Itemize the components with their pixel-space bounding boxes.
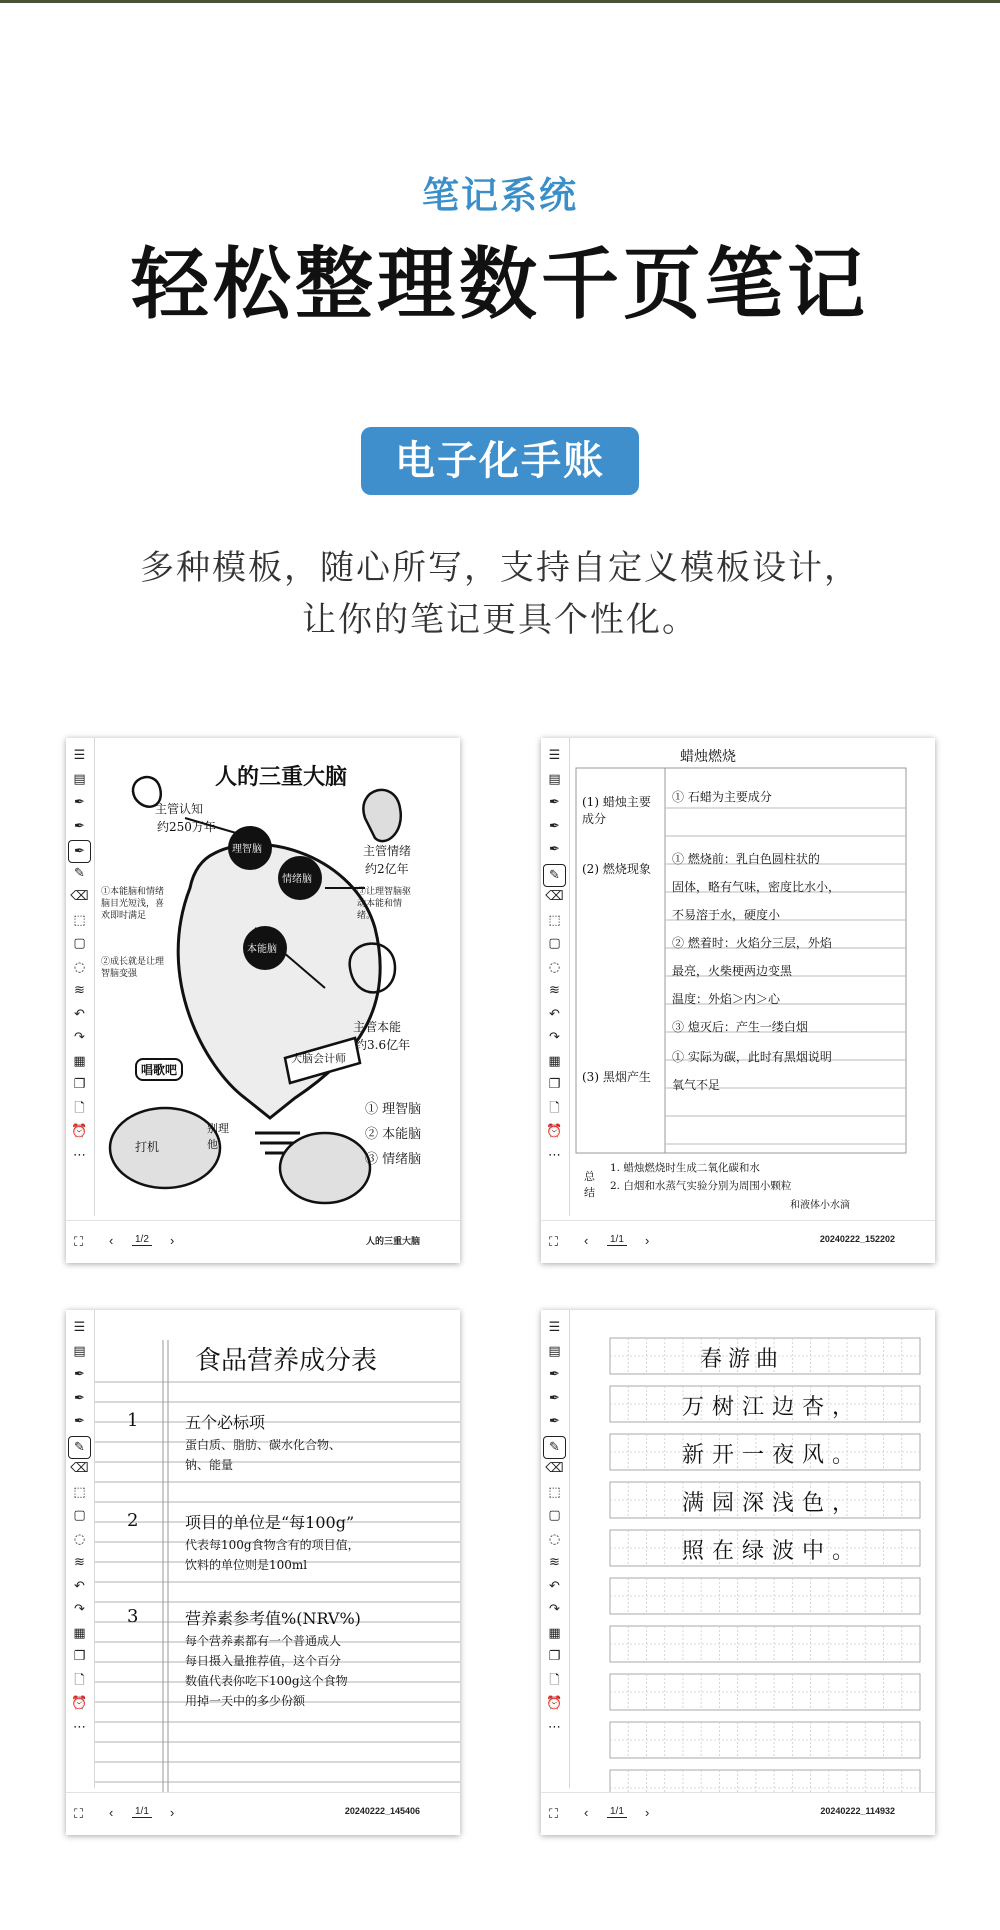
copy-icon[interactable]: ❐: [548, 1077, 561, 1092]
item-line: 代表每100g食物含有的项目值，: [185, 1538, 360, 1552]
list-icon[interactable]: ☰: [548, 1320, 561, 1335]
pen-icon[interactable]: ✒: [74, 818, 85, 834]
note-label: 约250万年: [157, 820, 216, 834]
note-filename: 人的三重大脑: [365, 1236, 420, 1246]
pen-icon[interactable]: ✒: [549, 795, 560, 810]
alarm-icon[interactable]: ⏰: [546, 1696, 563, 1711]
next-page-icon[interactable]: ›: [645, 1233, 650, 1248]
item-line: 饮料的单位则是100ml: [185, 1558, 308, 1572]
expand-icon[interactable]: ⛶: [549, 1234, 559, 1249]
headline: 轻松整理数千页笔记: [130, 240, 869, 330]
eraser-icon[interactable]: ⌫: [70, 1461, 89, 1476]
row-line: 温度：外焰＞内＞心: [672, 992, 781, 1006]
note-card-brain[interactable]: [66, 738, 460, 1263]
pen-icon[interactable]: ✒: [549, 1414, 560, 1429]
more-icon[interactable]: ⋯: [548, 1719, 561, 1735]
row-line: ① 燃烧前：乳白色圆柱状的: [672, 852, 820, 866]
row-line: 最亮，火柴梗两边变黑: [672, 964, 793, 978]
prev-page-icon[interactable]: ‹: [584, 1233, 589, 1248]
note-label: 约2亿年: [365, 862, 409, 876]
poem-line: 万树江边杏，: [682, 1395, 863, 1420]
note-label: 主管认知: [155, 802, 204, 816]
row-line: ② 燃着时：火焰分三层，外焰: [672, 936, 832, 950]
description-line: 多种模板，随心所写，支持自定义模板设计，: [140, 548, 860, 588]
doc-icon[interactable]: 🗋: [74, 1100, 85, 1116]
expand-icon[interactable]: ⛶: [74, 1806, 84, 1821]
page-indicator[interactable]: 1/1: [132, 1806, 152, 1818]
prev-page-icon[interactable]: ‹: [584, 1805, 589, 1820]
summary-line: 和液体小水滴: [790, 1200, 850, 1211]
more-icon[interactable]: ⋯: [73, 1147, 86, 1163]
item-line: 用掉一天中的多少份额: [185, 1694, 306, 1708]
poem-line: 满园深浅色，: [682, 1491, 863, 1516]
note-title: 蜡烛燃烧: [680, 749, 736, 765]
row-line: ③ 熄灭后：产生一缕白烟: [672, 1020, 808, 1034]
note-label: 情绪脑: [282, 874, 312, 885]
note-label: 大脑会计师: [291, 1052, 346, 1065]
poem-line: 春游曲: [700, 1347, 785, 1372]
note-toolbar: [66, 738, 95, 1216]
doc-icon[interactable]: 🗋: [549, 1672, 560, 1688]
select-icon[interactable]: ⬚: [73, 1484, 86, 1500]
copy-icon[interactable]: ❐: [73, 1649, 86, 1664]
undo-icon[interactable]: ↶: [74, 1578, 85, 1594]
row-head: (3) 黑烟产生: [582, 1070, 651, 1084]
note-canvas[interactable]: [95, 1310, 460, 1793]
note-label: 唱歌吧: [135, 1058, 183, 1081]
pen-icon[interactable]: ✒: [74, 1390, 85, 1406]
redo-icon[interactable]: ↷: [74, 1602, 85, 1617]
select-icon[interactable]: ⬚: [548, 1484, 561, 1500]
note-label: ①本能脑和情绪脑目光短浅，喜欢即时满足: [101, 887, 165, 921]
pencil-icon[interactable]: ✎: [68, 1436, 91, 1459]
redo-icon[interactable]: ↷: [549, 1602, 560, 1617]
pen-icon[interactable]: ✒: [74, 795, 85, 810]
page-indicator[interactable]: 1/1: [607, 1806, 627, 1818]
lasso-icon[interactable]: ◌: [548, 1531, 561, 1547]
select-icon[interactable]: ⬚: [73, 912, 86, 928]
note-card-nutrition[interactable]: [66, 1310, 460, 1835]
section-title: 笔记系统: [422, 174, 578, 217]
note-filename: 20240222_145406: [344, 1806, 420, 1816]
select-icon[interactable]: ⬚: [548, 912, 561, 928]
notes-icon[interactable]: ▤: [73, 1343, 86, 1359]
description: [0, 542, 1000, 646]
shape-icon[interactable]: ▢: [548, 936, 561, 951]
shape-icon[interactable]: ▢: [548, 1508, 561, 1523]
pencil-icon[interactable]: ✎: [74, 865, 85, 881]
redo-icon[interactable]: ↷: [549, 1030, 560, 1045]
lasso-icon[interactable]: ◌: [73, 1531, 86, 1547]
copy-icon[interactable]: ❐: [73, 1077, 86, 1092]
shape-icon[interactable]: ▢: [73, 1508, 86, 1523]
note-label: 约3.6亿年: [355, 1038, 411, 1052]
pen-icon[interactable]: ✒: [549, 842, 560, 857]
page-indicator[interactable]: 1/2: [132, 1234, 152, 1246]
list-icon[interactable]: ☰: [73, 748, 86, 763]
pencil-icon[interactable]: ✎: [543, 1436, 566, 1459]
pen-icon[interactable]: ✒: [74, 1367, 85, 1382]
shape-icon[interactable]: ▢: [73, 936, 86, 951]
pencil-icon[interactable]: ✎: [543, 864, 566, 887]
layer-icon[interactable]: ≋: [549, 983, 560, 998]
note-label: ② 本能脑: [365, 1127, 422, 1142]
note-toolbar: [541, 738, 570, 1216]
note-canvas[interactable]: [570, 738, 935, 1221]
item-head: 营养素参考值%(NRV%): [185, 1609, 361, 1628]
notes-icon[interactable]: ▤: [548, 771, 561, 787]
row-line: ① 实际为碳，此时有黑烟说明: [672, 1050, 832, 1064]
prev-page-icon[interactable]: ‹: [109, 1805, 114, 1820]
item-num: 1: [127, 1410, 139, 1431]
more-icon[interactable]: ⋯: [548, 1147, 561, 1163]
pen-icon[interactable]: ✒: [549, 1390, 560, 1406]
next-page-icon[interactable]: ›: [170, 1233, 175, 1248]
expand-icon[interactable]: ⛶: [74, 1234, 84, 1249]
item-line: 每个营养素都有一个普通成人: [185, 1634, 342, 1648]
note-filename: 20240222_152202: [819, 1234, 895, 1244]
template-icon[interactable]: ▦: [73, 1625, 86, 1641]
item-line: 每日摄入量推荐值，这个百分: [185, 1654, 342, 1668]
more-icon[interactable]: ⋯: [73, 1719, 86, 1735]
item-line: 数值代表你吃下100g这个食物: [185, 1674, 348, 1688]
undo-icon[interactable]: ↶: [74, 1006, 85, 1022]
template-icon[interactable]: ▦: [548, 1053, 561, 1069]
note-title: 食品营养成分表: [195, 1346, 378, 1376]
eraser-icon[interactable]: ⌫: [545, 1461, 564, 1476]
note-filename: 20240222_114932: [820, 1806, 895, 1816]
item-head: 五个必标项: [185, 1413, 266, 1432]
summary-head: 总结: [584, 1170, 595, 1199]
next-page-icon[interactable]: ›: [645, 1805, 650, 1820]
note-label: ②成长就是让理智脑变强: [101, 957, 165, 979]
layer-icon[interactable]: ≋: [74, 983, 85, 998]
note-label: 本能脑: [247, 944, 277, 955]
undo-icon[interactable]: ↶: [549, 1006, 560, 1022]
alarm-icon[interactable]: ⏰: [71, 1124, 88, 1139]
note-title: 人的三重大脑: [215, 764, 348, 790]
summary-line: 2. 白烟和水蒸气实验分别为周围小颗粒: [610, 1180, 792, 1192]
expand-icon[interactable]: ⛶: [549, 1806, 559, 1821]
eraser-icon[interactable]: ⌫: [70, 889, 89, 904]
notes-icon[interactable]: ▤: [548, 1343, 561, 1359]
list-icon[interactable]: ☰: [548, 748, 561, 763]
list-icon[interactable]: ☰: [73, 1320, 86, 1335]
template-icon[interactable]: ▦: [548, 1625, 561, 1641]
top-strip: [0, 0, 1000, 3]
prev-page-icon[interactable]: ‹: [109, 1233, 114, 1248]
alarm-icon[interactable]: ⏰: [546, 1124, 563, 1139]
pen-icon[interactable]: ✒: [68, 840, 91, 863]
item-head: 项目的单位是“每100g”: [185, 1513, 355, 1532]
pen-icon[interactable]: ✒: [549, 1367, 560, 1382]
note-card-candle[interactable]: [541, 738, 935, 1263]
row-line: 固体，略有气味，密度比水小，: [672, 880, 841, 894]
note-footer: [541, 1220, 935, 1263]
alarm-icon[interactable]: ⏰: [71, 1696, 88, 1711]
lasso-icon[interactable]: ◌: [73, 959, 86, 975]
row-line: 不易溶于水，硬度小: [672, 908, 781, 922]
row-head: (2) 燃烧现象: [582, 862, 651, 876]
layer-icon[interactable]: ≋: [74, 1555, 85, 1570]
item-line: 蛋白质、脂肪、碳水化合物、: [185, 1438, 342, 1452]
row-head: (1) 蜡烛主要成分: [582, 795, 651, 826]
undo-icon[interactable]: ↶: [549, 1578, 560, 1594]
pen-icon[interactable]: ✒: [549, 818, 560, 834]
page-indicator[interactable]: 1/1: [607, 1234, 627, 1246]
eraser-icon[interactable]: ⌫: [545, 889, 564, 904]
note-label: ③让理智脑驱动本能和情绪。: [357, 887, 412, 921]
notes-icon[interactable]: ▤: [73, 771, 86, 787]
note-toolbar: [66, 1310, 95, 1788]
description-line: 让你的笔记更具个性化。: [302, 600, 698, 640]
note-card-poem[interactable]: [541, 1310, 935, 1835]
note-label: 主管本能: [353, 1020, 402, 1034]
layer-icon[interactable]: ≋: [549, 1555, 560, 1570]
item-line: 钠、能量: [185, 1458, 234, 1472]
template-icon[interactable]: ▦: [73, 1053, 86, 1069]
pen-icon[interactable]: ✒: [74, 1414, 85, 1429]
note-canvas[interactable]: [570, 1310, 935, 1793]
next-page-icon[interactable]: ›: [170, 1805, 175, 1820]
note-toolbar: [541, 1310, 570, 1788]
lasso-icon[interactable]: ◌: [548, 959, 561, 975]
note-label: 打机: [135, 1140, 160, 1154]
note-label: 理智脑: [232, 844, 262, 855]
poem-line: 照在绿波中。: [682, 1539, 863, 1564]
row-line: ① 石蜡为主要成分: [672, 790, 772, 804]
item-num: 3: [127, 1606, 139, 1627]
doc-icon[interactable]: 🗋: [74, 1672, 85, 1688]
note-footer: [66, 1792, 460, 1835]
note-canvas[interactable]: [95, 738, 460, 1221]
note-label: 别理他: [207, 1122, 229, 1151]
feature-pill: 电子化手账: [361, 427, 639, 495]
note-label: 主管情绪: [363, 844, 412, 858]
note-label: ③ 情绪脑: [365, 1152, 422, 1167]
row-line: 氧气不足: [672, 1078, 721, 1092]
poem-line: 新开一夜风。: [682, 1443, 863, 1468]
copy-icon[interactable]: ❐: [548, 1649, 561, 1664]
doc-icon[interactable]: 🗋: [549, 1100, 560, 1116]
item-num: 2: [127, 1510, 139, 1531]
summary-line: 1. 蜡烛燃烧时生成二氧化碳和水: [610, 1162, 760, 1174]
note-footer: [541, 1792, 935, 1835]
note-footer: [66, 1220, 460, 1263]
redo-icon[interactable]: ↷: [74, 1030, 85, 1045]
note-label: ① 理智脑: [365, 1102, 422, 1117]
